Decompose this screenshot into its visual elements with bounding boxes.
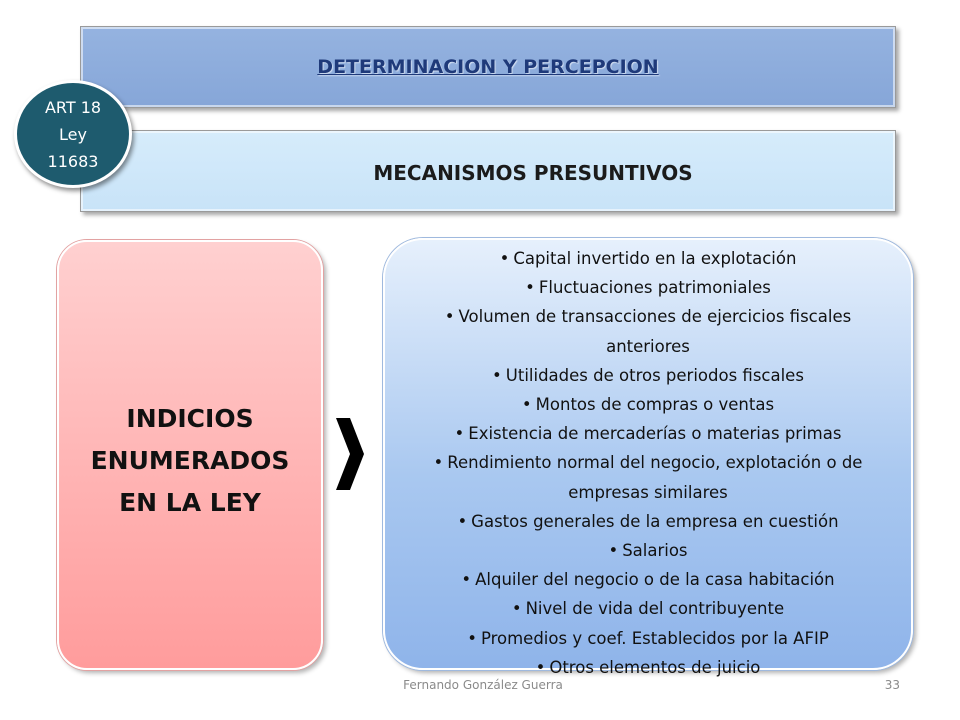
- page-number: 33: [884, 678, 900, 692]
- article-badge: [14, 80, 132, 188]
- list-item: • Otros elementos de juicio: [535, 657, 761, 677]
- list-item: • Utilidades de otros periodos fiscales: [492, 365, 804, 385]
- indicios-line-1: INDICIOS: [126, 404, 254, 433]
- list-item: • Alquiler del negocio o de la casa habitación: [461, 570, 835, 590]
- list-item: • Capital invertido en la explotación: [499, 249, 797, 268]
- indicios-box: [57, 240, 323, 670]
- list-item: • Gastos generales de la empresa en cuestión: [457, 511, 839, 531]
- list-item: • Rendimiento normal del negocio, explotación o de empresas similares: [433, 453, 863, 502]
- list-item: • Fluctuaciones patrimoniales: [525, 278, 771, 298]
- list-item: • Montos de compras o ventas: [521, 395, 775, 415]
- badge-line-3: 11683: [47, 151, 99, 171]
- indicios-line-3: EN LA LEY: [119, 488, 261, 517]
- badge-line-2: Ley: [59, 124, 87, 144]
- list-item: • Existencia de mercaderías o materias primas: [454, 424, 842, 444]
- list-item: • Volumen de transacciones de ejercicios fiscales anteriores: [444, 307, 852, 356]
- header-title: DETERMINACION Y PERCEPCION: [317, 56, 659, 78]
- arrow-right-icon: [334, 412, 366, 496]
- indicios-list-box: [383, 238, 913, 677]
- indicios-list: [403, 244, 893, 682]
- list-item: • Nivel de vida del contribuyente: [511, 599, 785, 619]
- header-banner: [80, 26, 896, 108]
- subheader-banner: [80, 130, 896, 212]
- indicios-text: [80, 398, 300, 524]
- indicios-line-2: ENUMERADOS: [90, 446, 290, 475]
- list-item: • Salarios: [608, 541, 688, 561]
- badge-line-1: ART 18: [44, 97, 102, 117]
- footer-author: Fernando González Guerra: [403, 678, 563, 692]
- list-item: • Promedios y coef. Establecidos por la AFIP: [467, 628, 829, 648]
- subheader-title: MECANISMOS PRESUNTIVOS: [373, 161, 693, 185]
